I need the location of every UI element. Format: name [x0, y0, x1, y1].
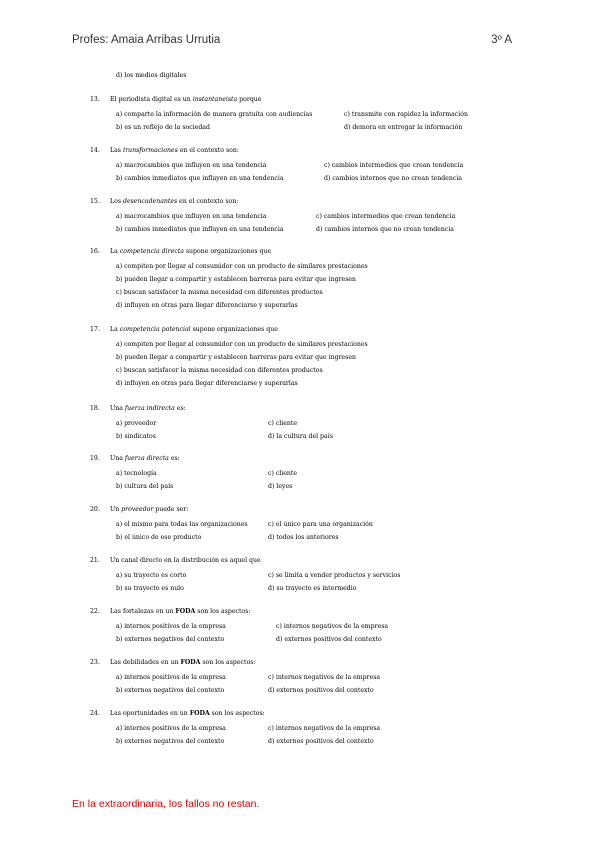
answer-option: c) cliente	[268, 470, 298, 477]
question-number: 16.	[90, 248, 100, 255]
answer-option: a) macrocambios que influyen en una tendencia	[116, 213, 267, 220]
answer-option: d) influyen en otras para llegar diferenciarse y superarlas	[116, 380, 298, 387]
answer-option: d) influyen en otras para llegar diferenciarse y superarlas	[116, 302, 298, 309]
answer-option: c) el único para una organización	[268, 521, 373, 528]
answer-option: a) tecnología	[116, 470, 157, 477]
answer-option: b) cambios inmediatos que influyen en una tendencia	[116, 175, 284, 182]
answer-option: a) macrocambios que influyen en una tendencia	[116, 162, 267, 169]
answer-option: c) buscan satisfacer la misma necesidad con diferentes productos	[116, 289, 323, 296]
course-label: 3º A	[491, 34, 512, 46]
answer-option: d) cambios internos que no crean tendencia	[324, 175, 462, 182]
footer-note: En la extraordinaria, los fallos no restan.	[72, 798, 260, 810]
question-text: Las transformaciones en el contexto son:	[110, 147, 239, 154]
answer-option: b) su trayecto es nulo	[116, 585, 184, 592]
answer-option: b) pueden llegar a compartir y establecen barreras para evitar que ingresen	[116, 354, 357, 361]
answer-option: b) pueden llegar a compartir y establecen barreras para evitar que ingresen	[116, 276, 357, 283]
answer-option: b) externos negativos del contexto	[116, 687, 225, 694]
question-number: 15.	[90, 198, 100, 205]
question-number: 14.	[90, 147, 100, 154]
question-text: La competencia potencial supone organizaciones que	[110, 326, 278, 333]
answer-option: c) se limita a vender productos y servicios	[268, 572, 401, 579]
answer-option: c) internos negativos de la empresa	[276, 623, 389, 630]
answer-option: d) leyes	[268, 483, 293, 490]
answer-option: a) internos positivos de la empresa	[116, 623, 226, 630]
question-number: 22.	[90, 608, 100, 615]
answer-option: d) su trayecto es intermedio	[268, 585, 357, 592]
question-number: 23.	[90, 659, 100, 666]
answer-option: b) externos negativos del contexto	[116, 636, 225, 643]
question-number: 17.	[90, 326, 100, 333]
answer-option: a) comparte la información de manera gratuita con audiencias	[116, 111, 313, 118]
question-text: Los desencadenantes en el contexto son:	[110, 198, 239, 205]
page-header	[72, 34, 528, 50]
answer-option: d) externos positivos del contexto	[268, 738, 374, 745]
answer-option: a) el mismo para todas las organizaciones	[116, 521, 248, 528]
question-text: Las debilidades en un FODA son los aspectos:	[110, 659, 256, 666]
question-number: 20.	[90, 506, 100, 513]
answer-option: d) cambios internos que no crean tendencia	[316, 226, 454, 233]
answer-option: b) el único de ese producto	[116, 534, 202, 541]
question-number: 24.	[90, 710, 100, 717]
answer-option: d) externos positivos del contexto	[268, 687, 374, 694]
carry-over-option: d) los medios digitales	[116, 72, 187, 79]
answer-option: a) internos positivos de la empresa	[116, 725, 226, 732]
answer-option: b) cambios inmediatos que influyen en una tendencia	[116, 226, 284, 233]
answer-option: a) proveedor	[116, 420, 157, 427]
answer-option: d) la cultura del país	[268, 433, 333, 440]
question-text: El periodista digital es un instantaneista porque	[110, 96, 262, 103]
answer-option: c) cambios intermedios que crean tendencia	[316, 213, 456, 220]
answer-option: c) internos negativos de la empresa	[268, 674, 381, 681]
question-number: 13.	[90, 96, 100, 103]
question-text: Un canal directo en la distribución es aquel que	[110, 557, 261, 564]
answer-option: a) compiten por llegar al consumidor con un producto de similares prestaciones	[116, 341, 368, 348]
question-number: 21.	[90, 557, 100, 564]
question-text: Un proveedor puede ser:	[110, 506, 189, 513]
answer-option: b) sindicatos	[116, 433, 156, 440]
answer-option: a) internos positivos de la empresa	[116, 674, 226, 681]
answer-option: b) externos negativos del contexto	[116, 738, 225, 745]
teacher-name: Profes: Amaia Arribas Urrutia	[72, 34, 221, 46]
question-text: Una fuerza directa es:	[110, 455, 180, 462]
question-text: Las fortalezas en un FODA son los aspectos:	[110, 608, 251, 615]
answer-option: c) internos negativos de la empresa	[268, 725, 381, 732]
question-text: Las oportunidades en un FODA son los aspectos:	[110, 710, 265, 717]
answer-option: c) transmite con rapidez la información	[344, 111, 468, 118]
answer-option: c) cliente	[268, 420, 298, 427]
answer-option: d) demora en entregar la información	[344, 124, 463, 131]
answer-option: d) externos positivos del contexto	[276, 636, 382, 643]
answer-option: b) es un reflejo de la sociedad	[116, 124, 210, 131]
answer-option: c) buscan satisfacer la misma necesidad con diferentes productos	[116, 367, 323, 374]
question-number: 18.	[90, 405, 100, 412]
answer-option: b) cultura del país	[116, 483, 174, 490]
answer-option: a) compiten por llegar al consumidor con un producto de similares prestaciones	[116, 263, 368, 270]
answer-option: d) todos los anteriores	[268, 534, 339, 541]
question-number: 19.	[90, 455, 100, 462]
answer-option: a) su trayecto es corto	[116, 572, 187, 579]
question-text: La competencia directa supone organizaciones que	[110, 248, 272, 255]
question-text: Una fuerza indirecta es:	[110, 405, 186, 412]
answer-option: c) cambios intermedios que crean tendencia	[324, 162, 464, 169]
